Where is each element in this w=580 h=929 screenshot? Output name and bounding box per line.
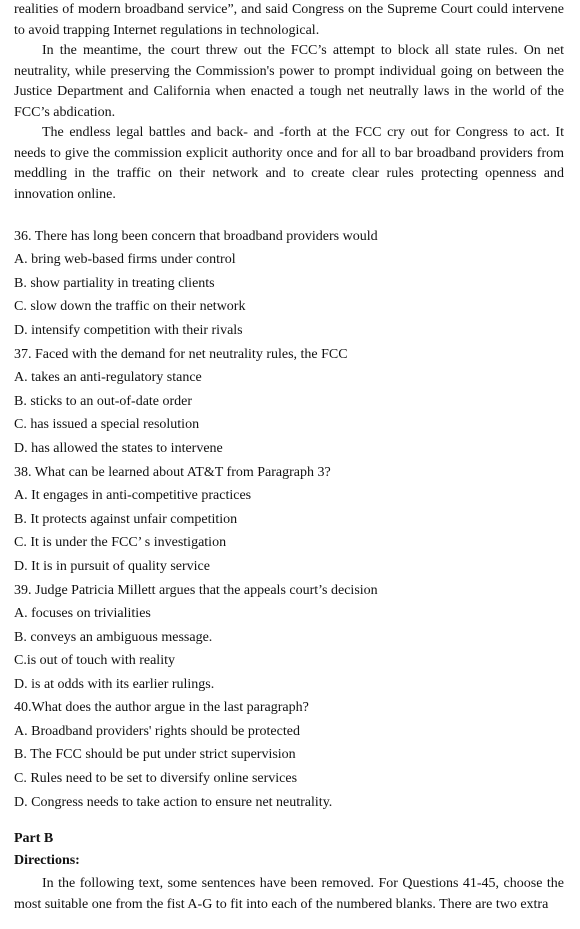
question-40-option-d: D. Congress needs to take action to ensure net neutrality. [14,795,333,810]
question-37-option-b: B. sticks to an out-of-date order [14,394,193,409]
question-37-option-a: A. takes an anti-regulatory stance [14,370,202,385]
question-40-stem: 40.What does the author argue in the last paragraph? [14,700,309,715]
question-38-option-b: B. It protects against unfair competition [14,512,238,527]
passage-paragraph-3: The endless legal battles and back- and -forth at the FCC cry out for Congress to act. It needs to give the commission explicit authority once and for all to bar broadband providers from meddling in the traffic on their network and to create clear rules protecting openness and innovation online. [14,125,564,203]
question-39-option-d: D. is at odds with its earlier rulings. [14,677,215,692]
question-40-option-c: C. Rules need to be set to diversify online services [14,771,298,786]
passage-paragraph-2: In the meantime, the court threw out the FCC’s attempt to block all state rules. On net neutrality, while preserving the Commission's power to prompt individual going on between the Justice Department and California when enacted a tough net neutrally laws in the world of the FCC’s abdication. [14,43,564,121]
question-37-stem: 37. Faced with the demand for net neutrality rules, the FCC [14,347,348,362]
question-40-option-b: B. The FCC should be put under strict supervision [14,747,296,762]
question-40-option-a: A. Broadband providers' rights should be protected [14,724,300,739]
directions-text: In the following text, some sentences have been removed. For Questions 41-45, choose the most suitable one from the fist A-G to fit into each of the numbered blanks. There are two extra [14,876,564,912]
question-36-option-c: C. slow down the traffic on their network [14,299,246,314]
question-39-option-b: B. conveys an ambiguous message. [14,630,213,645]
question-36-option-b: B. show partiality in treating clients [14,276,215,291]
question-38-stem: 38. What can be learned about AT&T from Paragraph 3? [14,465,331,480]
question-38-option-c: C. It is under the FCC’ s investigation [14,535,227,550]
question-37-option-d: D. has allowed the states to intervene [14,441,223,456]
question-38-option-d: D. It is in pursuit of quality service [14,559,210,574]
directions-label: Directions: [14,853,80,868]
question-36-option-a: A. bring web-based firms under control [14,252,236,267]
question-37-option-c: C. has issued a special resolution [14,417,200,432]
question-39-option-a: A. focuses on trivialities [14,606,151,621]
question-39-option-c: C.is out of touch with reality [14,653,175,668]
question-38-option-a: A. It engages in anti-competitive practices [14,488,252,503]
part-b-heading: Part B [14,831,54,846]
question-36-option-d: D. intensify competition with their rivals [14,323,243,338]
question-36-stem: 36. There has long been concern that broadband providers would [14,229,378,244]
passage-paragraph-1: realities of modern broadband service”, and said Congress on the Supreme Court could intervene to avoid trapping Internet regulations in technological. [14,2,564,38]
question-39-stem: 39. Judge Patricia Millett argues that the appeals court’s decision [14,583,378,598]
